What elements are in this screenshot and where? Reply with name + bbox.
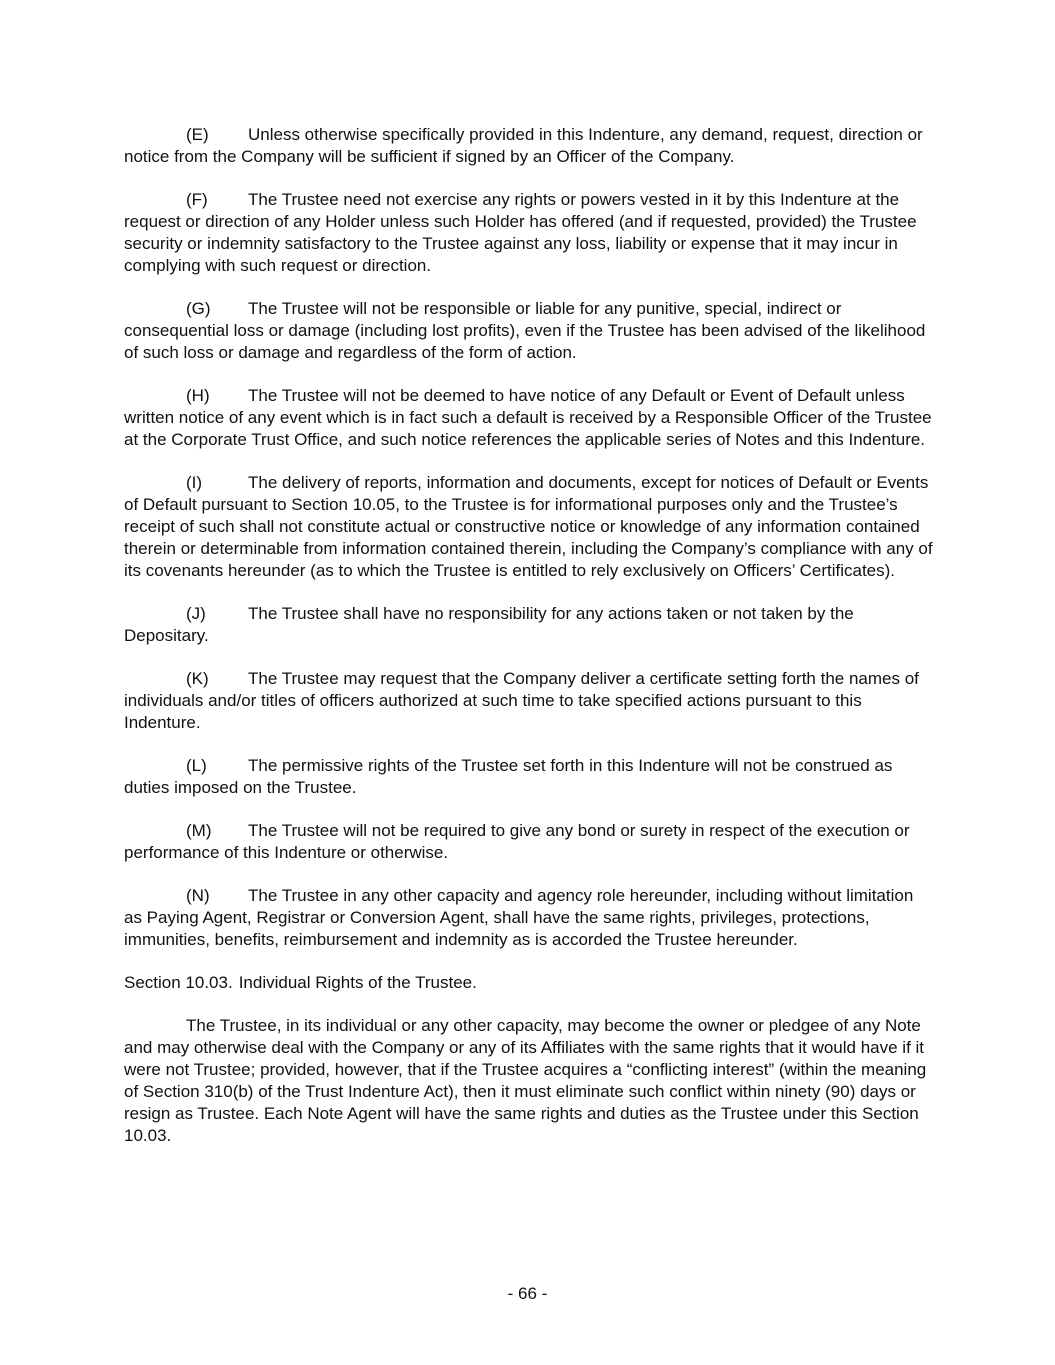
paragraph-label: (M): [186, 821, 212, 840]
document-page: [124, 124, 934, 1168]
paragraph-label: (J): [186, 604, 206, 623]
paragraph-label: (H): [186, 386, 210, 405]
paragraph-text: The Trustee need not exercise any rights or powers vested in it by this Indenture at the request or direction of any Holder unless such Holder has offered (and if requested, provided) the Trustee security or indemnity satisfactory to the Trustee against any loss, liability or expense that it may incur in complying with such request or direction.: [124, 190, 917, 275]
paragraph-text: The delivery of reports, information and documents, except for notices of Default or Events of Default pursuant to Section 10.05, to the Trustee is for informational purposes only and the Trustee’s receipt of such shall not constitute actual or constructive notice or knowledge of any information contained therein or determinable from information contained therein, including the Company’s compliance with any of its covenants hereunder (as to which the Trustee is entitled to rely exclusively on Officers’ Certificates).: [124, 473, 933, 580]
paragraph-label: (N): [186, 886, 210, 905]
paragraph-text: The Trustee will not be deemed to have notice of any Default or Event of Default unless written notice of any event which is in fact such a default is received by a Responsible Officer of the Trustee at the Corporate Trust Office, and such notice references the applicable series of Notes and this Indenture.: [124, 386, 932, 449]
paragraph-j: [124, 603, 934, 647]
paragraph-text: The permissive rights of the Trustee set forth in this Indenture will not be construed as duties imposed on the Trustee.: [124, 756, 893, 797]
paragraph-g: [124, 298, 934, 364]
section-number: Section 10.03.: [124, 973, 233, 992]
paragraph-text: The Trustee will not be responsible or liable for any punitive, special, indirect or consequential loss or damage (including lost profits), even if the Trustee has been advised of the likelihood of such loss or damage and regardless of the form of action.: [124, 299, 926, 362]
section-title: Individual Rights of the Trustee.: [238, 973, 477, 992]
paragraph-m: [124, 820, 934, 864]
paragraph-e: [124, 124, 934, 168]
paragraph-text: The Trustee in any other capacity and agency role hereunder, including without limitation as Paying Agent, Registrar or Conversion Agent, shall have the same rights, privileges, protections, immunities, benefits, reimbursement and indemnity as is accorded the Trustee hereunder.: [124, 886, 914, 949]
paragraph-h: [124, 385, 934, 451]
paragraph-text: Unless otherwise specifically provided in this Indenture, any demand, request, direction or notice from the Company will be sufficient if signed by an Officer of the Company.: [124, 125, 923, 166]
paragraph-text: The Trustee will not be required to give any bond or surety in respect of the execution or performance of this Indenture or otherwise.: [124, 821, 910, 862]
paragraph-k: [124, 668, 934, 734]
paragraph-label: (I): [186, 473, 203, 492]
paragraph-label: (L): [186, 756, 207, 775]
paragraph-label: (G): [186, 299, 211, 318]
paragraph-label: (K): [186, 669, 209, 688]
section-body: The Trustee, in its individual or any other capacity, may become the owner or pledgee of any Note and may otherwise deal with the Company or any of its Affiliates with the same rights that it would have if it were not Trustee; provided, however, that if the Trustee acquires a “conflicting interest” (within the meaning of Section 310(b) of the Trust Indenture Act), then it must eliminate such conflict within ninety (90) days or resign as Trustee. Each Note Agent will have the same rights and duties as the Trustee under this Section 10.03.: [124, 1016, 927, 1145]
paragraph-label: (E): [186, 125, 209, 144]
paragraph-n: [124, 885, 934, 951]
paragraph-l: [124, 755, 934, 799]
paragraph-text: The Trustee may request that the Company deliver a certificate setting forth the names of individuals and/or titles of officers authorized at such time to take specified actions pursuant to this Indenture.: [124, 669, 919, 732]
section-heading: [124, 972, 934, 994]
paragraph-text: The Trustee shall have no responsibility for any actions taken or not taken by the Depositary.: [124, 604, 854, 645]
page-number: - 66 -: [507, 1284, 548, 1303]
paragraph-f: [124, 189, 934, 277]
paragraph-label: (F): [186, 190, 208, 209]
paragraph-i: [124, 472, 934, 582]
